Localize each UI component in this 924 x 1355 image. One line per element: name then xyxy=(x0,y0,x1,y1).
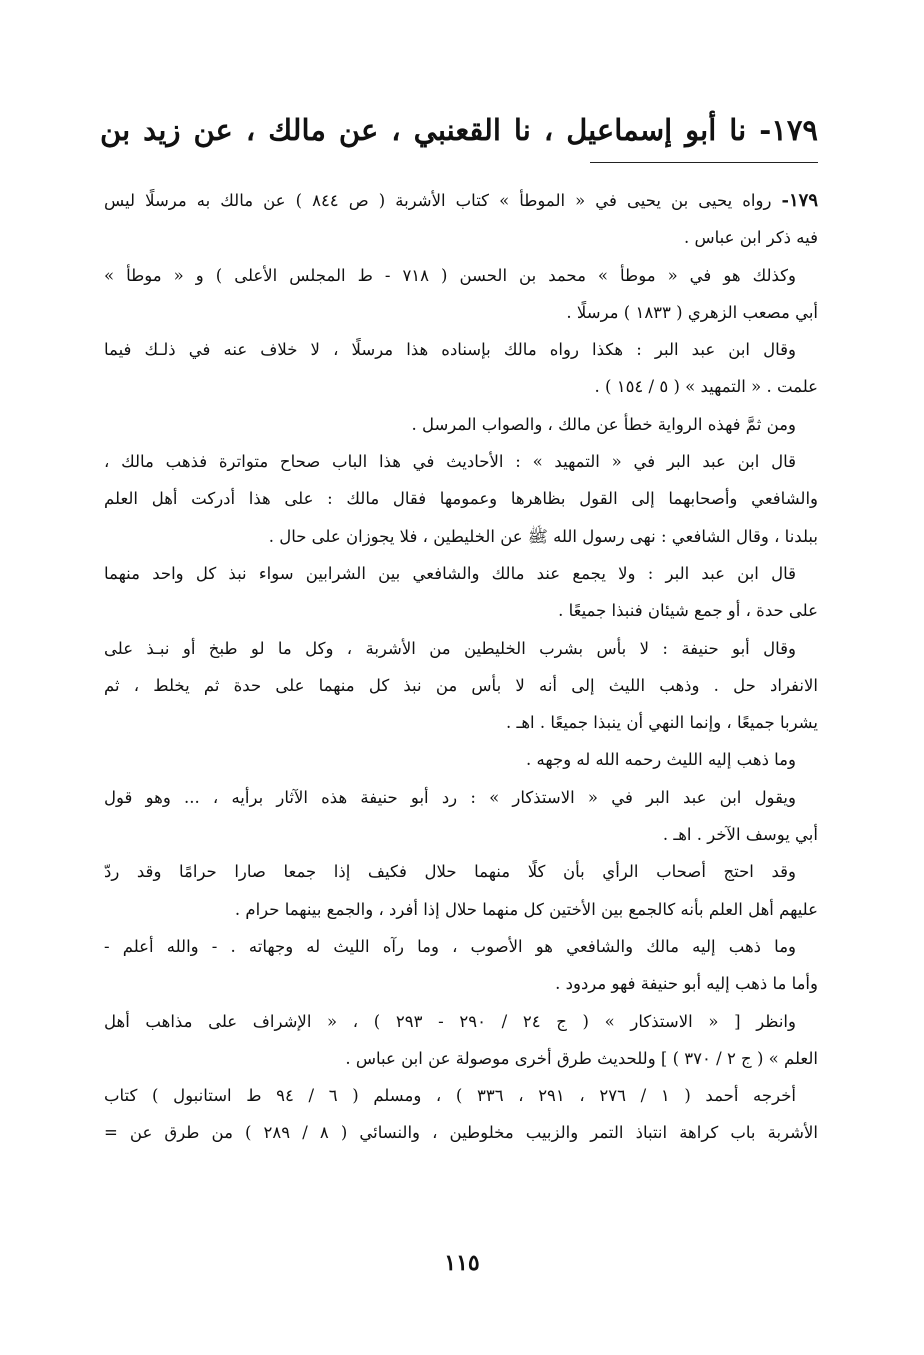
footnote-line: على حدة ، أو جمع شيئان فنبذا جميعًا . xyxy=(558,601,818,621)
footnote-line: قال ابن عبد البر : ولا يجمع عند مالك والشافعي بين الشرابين سواء نبذ كل واحد منهما xyxy=(104,563,796,583)
footnote-line: وما ذهب إليه الليث رحمه الله له وجهه . xyxy=(526,750,796,770)
main-text-line: ١٧٩- نا أبو إسماعيل ، نا القعنبي ، عن مالك ، عن زيد بن xyxy=(100,113,818,147)
footnote-line: قال ابن عبد البر في « التمهيد » : الأحاديث في هذا الباب صحاح متواترة فذهب مالك ، xyxy=(104,452,796,472)
footnote-line: وانظر [ « الاستذكار » ( ج ٢٤ / ٢٩٠ - ٢٩٣ ) ، « الإشراف على مذاهب أهل xyxy=(104,1011,796,1031)
footnote-line: أبي مصعب الزهري ( ١٨٣٣ ) مرسلًا . xyxy=(566,302,818,322)
footnote-line: والشافعي وأصحابهما إلى القول بظاهرها وعمومها فقال مالك : على هذا أدركت أهل العلم xyxy=(104,489,818,509)
footnote-line: وما ذهب إليه مالك والشافعي هو الأصوب ، وما رآه الليث له وجهاته . - والله أعلم - xyxy=(104,936,796,956)
footnote-line: وأما ما ذهب إليه أبو حنيفة فهو مردود . xyxy=(555,974,818,994)
footnote-line: علمت . « التمهيد » ( ٥ / ١٥٤ ) . xyxy=(594,377,818,397)
footnote-line: ببلدنا ، وقال الشافعي : نهى رسول الله ﷺ عن الخليطين ، فلا يجوزان على حال . xyxy=(268,526,818,546)
footnote-line: عليهم أهل العلم بأنه كالجمع بين الأختين كل منهما حلال إذا أفرد ، والجمع بينهما حرام . xyxy=(234,899,818,919)
footnote-line xyxy=(104,182,818,219)
footnote-line: الأشربة باب كراهة انتباذ التمر والزبيب مخلوطين ، والنسائي ( ٨ / ٢٨٩ ) من طرق عن = xyxy=(104,1123,818,1143)
footnote-line: وكذلك هو في « موطأ » محمد بن الحسن ( ٧١٨ - ط المجلس الأعلى ) و « موطأ » xyxy=(104,265,796,285)
footnote-line: وقال ابن عبد البر : هكذا رواه مالك بإسناده هذا مرسلًا ، لا خلاف عنه في ذلـك فيما xyxy=(104,340,796,360)
footnote-divider xyxy=(590,162,818,163)
footnotes-block xyxy=(104,182,818,1152)
footnote-line: وقد احتج أصحاب الرأي بأن كلًا منهما حلال فكيف إذا جمعا صارا حرامًا وقد ردّ xyxy=(104,862,796,882)
footnote-line: ومن ثمَّ فهذه الرواية خطأ عن مالك ، والصواب المرسل . xyxy=(411,414,796,434)
footnote-line: أخرجه أحمد ( ١ / ٢٧٦ ، ٢٩١ ، ٣٣٦ ) ، ومسلم ( ٦ / ٩٤ ط استانبول ) كتاب xyxy=(104,1086,796,1106)
footnote-line: ويقول ابن عبد البر في « الاستذكار » : رد أبو حنيفة هذه الآثار برأيه ، ... وهو قول xyxy=(104,787,796,807)
footnote-number: ١٧٩- xyxy=(781,190,818,211)
footnote-line: العلم » ( ج ٢ / ٣٧٠ ) ] وللحديث طرق أخرى موصولة عن ابن عباس . xyxy=(345,1048,818,1068)
footnote-line: الانفراد حل . وذهب الليث إلى أنه لا بأس من نبذ كل منهما على حدة ثم يخلط ، ثم xyxy=(104,675,818,695)
footnote-line: أبي يوسف الآخر . اهـ . xyxy=(662,825,818,845)
footnote-line: وقال أبو حنيفة : لا بأس بشرب الخليطين من الأشربة ، وكل ما لو طبخ أو نبـذ على xyxy=(104,638,796,658)
footnote-line: فيه ذكر ابن عباس . xyxy=(684,228,818,248)
footnote-line: يشربا جميعًا ، وإنما النهي أن ينبذا جميعًا . اهـ . xyxy=(506,713,818,733)
page-number: ١١٥ xyxy=(444,1250,480,1276)
footnote-line-text: رواه يحيى بن يحيى في « الموطأ » كتاب الأشربة ( ص ٨٤٤ ) عن مالك به مرسلًا ليس xyxy=(104,191,772,210)
